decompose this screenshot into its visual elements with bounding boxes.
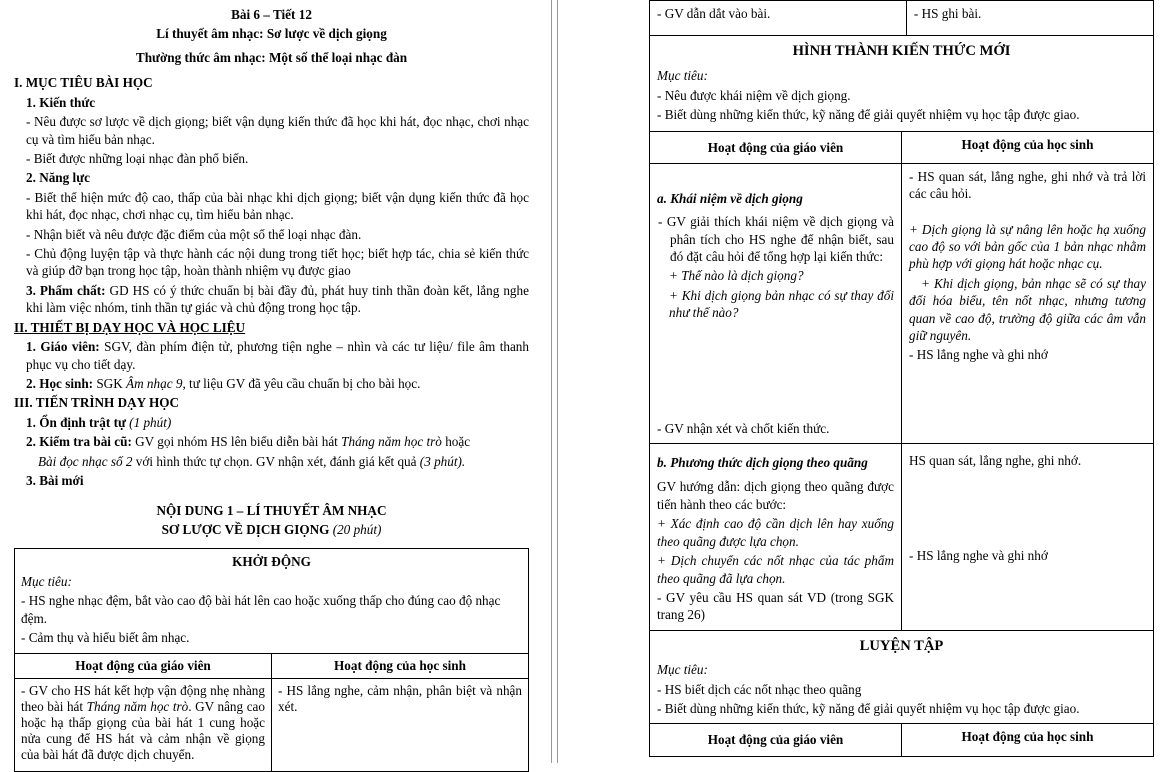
- table-row: [650, 630, 1154, 724]
- luyen-tap-column-header-giao-vien: Hoạt động của giáo viên: [650, 724, 902, 756]
- section-2-bullet-1: [14, 338, 529, 373]
- section-a-hs-4: - HS lắng nghe và ghi nhớ: [909, 347, 1048, 363]
- s3-b2-text2: hoặc: [441, 434, 471, 450]
- hinh-thanh-bullet-1: - Nêu được khái niệm về dịch giọng.: [657, 87, 851, 103]
- table-row: [650, 36, 1154, 132]
- gv-cell-italic: Tháng năm học trò: [86, 698, 189, 714]
- section-a-hs-cell: [902, 163, 1154, 443]
- s3-b1-label: 1. Ổn định trật tự: [26, 414, 126, 430]
- section-3-bullet-1: [14, 414, 529, 431]
- section-a-gv-question-2: + Khi dịch giọng bản nhạc có sự thay đổi như thế nào?: [669, 287, 894, 321]
- khoi-dong-bullet-2: - Cảm thụ và hiểu biết âm nhạc.: [21, 630, 190, 646]
- gutter-line-left: [551, 0, 552, 763]
- section-1-heading: I. MỤC TIÊU BÀI HỌC: [14, 75, 153, 91]
- section-a-hs-2: + Dịch giọng là sự nâng lên hoặc hạ xuống cao độ so với bản gốc của 1 bản nhạc nhằm phù hợp với giọng hát hoặc nhạc cụ.: [909, 221, 1146, 272]
- s1-sub1-bullet-2: - Biết được những loại nhạc đàn phổ biến.: [26, 150, 249, 166]
- content-heading-2: [14, 521, 529, 538]
- section-1-sub-2: 2. Năng lực: [26, 170, 90, 186]
- section-1-sub-3: [14, 282, 529, 317]
- s1-sub2-bullet-2: - Nhận biết và nêu được đặc điểm của một số thể loại nhạc đàn.: [26, 226, 362, 242]
- luyen-tap-header-cell: [650, 630, 1154, 724]
- table-row: [650, 163, 1154, 443]
- s3-b2-italic-1: Tháng năm học trò: [341, 434, 442, 450]
- luyen-tap-muctieu-label: Mục tiêu:: [657, 662, 708, 678]
- hinh-thanh-header-cell: [650, 36, 1154, 132]
- s2-b1-label: 1. Giáo viên:: [26, 339, 100, 355]
- continuation-table: [649, 0, 1154, 36]
- section-b-hs-cell: [902, 444, 1154, 631]
- khoi-dong-bullet-1: - HS nghe nhạc đệm, bắt vào cao độ bài hát lên cao hoặc xuống thấp cho đúng cao độ nhạc đệm.: [21, 593, 501, 626]
- content-heading-2-text: SƠ LƯỢC VỀ DỊCH GIỌNG: [161, 521, 330, 537]
- section-3-bullet-3: 3. Bài mới: [26, 473, 84, 489]
- section-b-hs-2: - HS lắng nghe và ghi nhớ: [909, 548, 1048, 564]
- s2-b2-label: 2. Học sinh:: [26, 376, 94, 392]
- s2-b1-text: SGV, đàn phím điện tử, phương tiện nghe – nhìn và các tư liệu/ file âm thanh phục vụ cho tiết dạy.: [26, 339, 529, 372]
- table-row: [15, 549, 529, 653]
- column-header-hoc-sinh: Hoạt động của học sinh: [272, 653, 529, 678]
- content-heading-1: NỘI DUNG 1 – LÍ THUYẾT ÂM NHẠC: [156, 502, 387, 518]
- luyen-tap-bullet-1: - HS biết dịch các nốt nhạc theo quãng: [657, 681, 862, 697]
- hinh-thanh-muctieu-label: Mục tiêu:: [657, 68, 708, 84]
- column-header-hoc-sinh: Hoạt động của học sinh: [902, 131, 1154, 163]
- gv-activity-cell: [15, 678, 272, 771]
- khoi-dong-header-cell: [15, 549, 529, 653]
- section-3-bullet-2: [14, 433, 529, 450]
- hinh-thanh-kien-thuc-table: [649, 35, 1154, 757]
- table-row: [650, 1, 1154, 36]
- gv-cell-text-1: - GV cho HS hát kết hợp vận động nhẹ nhàng theo bài hát: [21, 682, 265, 714]
- hinh-thanh-bullet-2: - Biết dùng những kiến thức, kỹ năng để giải quyết nhiệm vụ học tập được giao.: [657, 107, 1080, 123]
- s3-b2-italic-2: Bài đọc nhạc số 2: [38, 453, 133, 469]
- lesson-title-line1: Bài 6 – Tiết 12: [231, 7, 312, 22]
- s2-b2-text: SGK: [93, 376, 127, 392]
- section-b-title: b. Phương thức dịch giọng theo quãng: [657, 455, 868, 471]
- section-3-bullet-2-cont: [14, 453, 529, 470]
- section-a-gv-cell: [650, 163, 902, 443]
- s1-sub2-bullet-1: - Biết thể hiện mức độ cao, thấp của bài nhạc khi dịch giọng; biết vận dụng kiến thức đã học khi hát, đọc nhạc, chơi nhạc cụ, tìm hiểu bản nhạc.: [26, 189, 529, 223]
- khoi-dong-title: KHỞI ĐỘNG: [232, 554, 311, 570]
- section-a-title: a. Khái niệm về dịch giọng: [657, 190, 803, 206]
- gv-cell-text-2: . GV nâng cao hoặc hạ thấp giọng của bài hát 1 cung hoặc nửa cung để HS hát và cảm nhận về giọng của bài hát đã được dịch chuyển.: [21, 698, 265, 762]
- section-b-hs-1: HS quan sát, lắng nghe, ghi nhớ.: [909, 453, 1082, 469]
- page-gutter: [545, 0, 641, 763]
- left-page: [0, 0, 545, 763]
- s2-b2-text2: , tư liệu GV đã yêu cầu chuẩn bị cho bài học.: [182, 376, 421, 392]
- section-a-gv-1: - GV giải thích khái niệm về dịch giọng và phân tích cho HS nghe để nhận biết, sau đó đặt câu hỏi để tổng hợp lại kiến thức:: [658, 214, 894, 264]
- luyen-tap-title: LUYỆN TẬP: [859, 637, 944, 654]
- hs-activity-cell: - HS lắng nghe, cảm nhận, phân biệt và nhận xét.: [272, 678, 529, 771]
- section-a-hs-1: - HS quan sát, lắng nghe, ghi nhớ và trả lời các câu hỏi.: [909, 168, 1146, 202]
- section-a-gv-question-1: + Thế nào là dịch giọng?: [669, 268, 804, 284]
- section-b-gv-1: GV hướng dẫn: dịch giọng theo quãng được tiến hành theo các bước:: [657, 479, 894, 512]
- column-header-giao-vien: Hoạt động của giáo viên: [650, 131, 902, 163]
- s3-b2-label: 2. Kiểm tra bài cũ:: [26, 434, 132, 450]
- s2-b2-italic: Âm nhạc 9: [126, 376, 183, 392]
- s3-b1-italic: (1 phút): [125, 414, 172, 430]
- section-b-gv-3: + Dịch chuyển các nốt nhạc của tác phẩm theo quãng đã lựa chọn.: [657, 553, 894, 586]
- s3-b2-text: GV gọi nhóm HS lên biểu diễn bài hát: [131, 434, 342, 450]
- lesson-title-line2: Lí thuyết âm nhạc: Sơ lược về dịch giọng: [156, 26, 387, 42]
- hinh-thanh-title: HÌNH THÀNH KIẾN THỨC MỚI: [792, 43, 1011, 59]
- s1-sub1-bullet-1: - Nêu được sơ lược về dịch giọng; biết vận dụng kiến thức đã học khi hát, đọc nhạc, chơi nhạc cụ và tìm hiểu bản nhạc.: [26, 114, 529, 147]
- section-2-heading: II. THIẾT BỊ DẠY HỌC VÀ HỌC LIỆU: [14, 319, 246, 335]
- table-row: [15, 653, 529, 678]
- s1-sub2-bullet-3: - Chủ động luyện tập và thực hành các nội dung trong tiết học; biết hợp tác, chia sẻ kiến thức và giúp đỡ bạn trong học tập, hoàn thành nhiệm vụ được giao: [26, 246, 529, 279]
- right-page: [641, 0, 1162, 763]
- section-b-gv-2: + Xác định cao độ cần dịch lên hay xuống theo quãng được lựa chọn.: [657, 516, 894, 549]
- section-b-gv-cell: [650, 444, 902, 631]
- gv-dan-dat-cell: - GV dẫn dắt vào bài.: [650, 1, 907, 36]
- section-2-bullet-2: [14, 375, 529, 392]
- table-row: [650, 444, 1154, 631]
- column-header-giao-vien: Hoạt động của giáo viên: [15, 653, 272, 678]
- table-row: [650, 131, 1154, 163]
- s3-b2-italic-3: (3 phút).: [419, 453, 466, 469]
- section-b-gv-4: - GV yêu cầu HS quan sát VD (trong SGK trang 26): [657, 590, 894, 623]
- hs-ghi-bai-cell: - HS ghi bài.: [906, 1, 1153, 36]
- khoi-dong-muctieu-label: Mục tiêu:: [21, 573, 72, 589]
- luyen-tap-bullet-2: - Biết dùng những kiến thức, kỹ năng để giải quyết nhiệm vụ học tập được giao.: [657, 700, 1080, 716]
- s1-sub3-label: 3. Phẩm chất:: [26, 282, 106, 298]
- lesson-title-line3: Thường thức âm nhạc: Một số thể loại nhạc đàn: [135, 49, 408, 65]
- section-a-hs-3: + Khi dịch giọng, bản nhạc sẽ có sự thay đổi hóa biểu, tên nốt nhạc, nhưng tương quan về cao độ, trường độ giữa các âm vẫn giữ nguyên.: [909, 275, 1146, 344]
- section-1-sub-1: 1. Kiến thức: [26, 94, 96, 110]
- table-row: [650, 724, 1154, 756]
- content-heading-2-time: (20 phút): [329, 521, 382, 537]
- s3-b2-text3: với hình thức tự chọn. GV nhận xét, đánh giá kết quả: [132, 453, 420, 469]
- section-3-heading: III. TIẾN TRÌNH DẠY HỌC: [14, 395, 180, 411]
- luyen-tap-column-header-hoc-sinh: Hoạt động của học sinh: [902, 724, 1154, 756]
- s1-sub3-text: GD HS có ý thức chuẩn bị bài đầy đủ, phát huy tinh thần đoàn kết, lắng nghe khi làm việc nhóm, tinh thần tự giác và chủ động trong học tập.: [26, 282, 529, 316]
- gutter-line-right: [557, 0, 558, 763]
- khoi-dong-table: [14, 548, 529, 771]
- table-row: [15, 678, 529, 771]
- section-a-gv-2: - GV nhận xét và chốt kiến thức.: [657, 420, 830, 436]
